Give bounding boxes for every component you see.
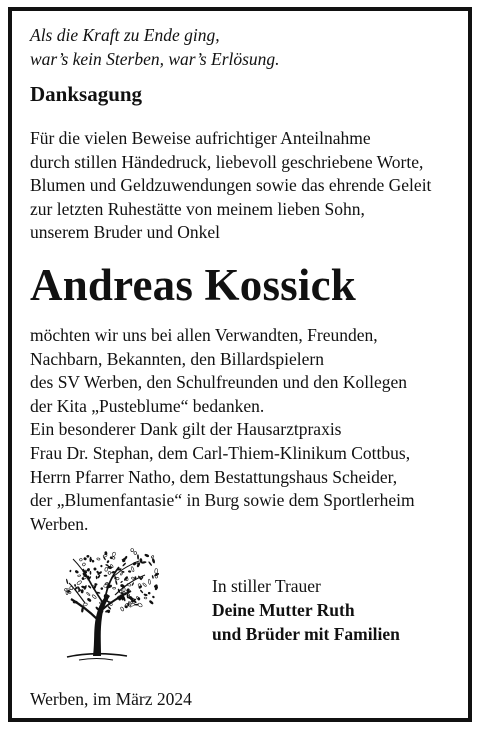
intro-line: Blumen und Geldzuwendungen sowie das ehrende Geleit <box>30 175 432 196</box>
tree-leaf <box>90 571 92 575</box>
tree-leaf <box>107 606 111 610</box>
tree-leaf <box>66 579 69 585</box>
place-date: Werben, im März 2024 <box>30 689 192 709</box>
tree-leaf <box>92 560 95 563</box>
thanks-line: Werben. <box>30 513 89 534</box>
thanks-line: der „Blumenfantasie“ in Burg sowie dem Sportlerheim <box>30 490 415 511</box>
tree-leaf <box>131 548 134 551</box>
tree-leaf <box>83 603 88 607</box>
tree-leaf <box>149 600 154 605</box>
tree-leaf <box>100 565 103 568</box>
tree-leaf <box>93 567 96 570</box>
tree-leaf <box>132 582 135 586</box>
tree-leaf <box>82 562 86 566</box>
tree-leaf <box>152 595 155 598</box>
tree-leaf <box>142 583 146 587</box>
tree-leaf <box>154 572 159 577</box>
thanks-line: Herrn Pfarrer Natho, dem Bestattungshaus Scheider, <box>30 466 398 487</box>
tree-leaf <box>83 557 87 561</box>
tree-leaf <box>107 565 112 569</box>
memorial-quote <box>30 23 280 71</box>
intro-line: unserem Bruder und Onkel <box>30 222 221 243</box>
intro-line: zur letzten Ruhestätte von meinem lieben Sohn, <box>30 198 365 219</box>
tree-leaf <box>140 589 144 593</box>
thanks-line: Frau Dr. Stephan, dem Carl-Thiem-Klinikum Cottbus, <box>30 442 411 463</box>
tree-leaf <box>115 580 118 585</box>
thanks-line: Nachbarn, Bekannten, den Billardspielern <box>30 348 324 369</box>
tree-leaf <box>120 607 124 612</box>
tree-leaf <box>122 562 126 566</box>
tree-leaf <box>151 555 154 558</box>
tree-leaf <box>74 584 76 587</box>
tree-leaf <box>86 568 90 572</box>
intro-paragraph <box>30 127 431 245</box>
obituary-notice <box>8 7 472 722</box>
tree-leaf <box>106 560 110 564</box>
heading-danksagung: Danksagung <box>30 82 143 106</box>
tree-leaf <box>137 602 143 607</box>
thanks-line: möchten wir uns bei allen Verwandten, Freunden, <box>30 325 378 345</box>
tree-leaf <box>112 552 116 557</box>
tree-leaf <box>97 558 101 561</box>
tree-leaf <box>131 577 134 580</box>
tree-leaf <box>138 585 143 589</box>
tree-leaf <box>89 557 91 563</box>
tree-leaf <box>137 597 140 600</box>
tree-leaf <box>87 597 92 602</box>
signature-line-mother: Deine Mutter Ruth <box>212 600 355 620</box>
tree-leaf <box>86 555 89 558</box>
tree-leaf <box>144 553 149 557</box>
tree-leaf <box>137 554 139 559</box>
deceased-name: Andreas Kossick <box>30 260 356 310</box>
tree-leaf <box>133 551 137 555</box>
tree-leaf <box>105 567 108 571</box>
tree-leaf <box>148 592 151 595</box>
tree-leaf <box>128 570 132 573</box>
tree-leaf <box>97 574 101 578</box>
signature-line-brothers: und Brüder mit Familien <box>212 624 400 644</box>
tree-leaf <box>86 592 90 596</box>
tree-leaf <box>81 589 84 593</box>
tree-leaf <box>148 561 153 566</box>
tree-leaf <box>92 594 97 599</box>
tree-leaf <box>151 558 155 564</box>
tree-leaf <box>124 603 129 608</box>
tree-leaf <box>131 566 135 572</box>
tree-leaf <box>120 580 123 583</box>
tree-leaf <box>77 580 83 585</box>
tree-leaf <box>155 575 158 578</box>
thanks-line: der Kita „Pusteblume“ bedanken. <box>30 395 265 416</box>
tree-leaf <box>148 579 151 584</box>
quote-line: Als die Kraft zu Ende ging, <box>30 25 220 45</box>
tree-leaf <box>155 568 158 573</box>
tree-leaf <box>108 571 112 575</box>
signature-line-mourning: In stiller Trauer <box>212 576 321 596</box>
intro-line: durch stillen Händedruck, liebevoll geschriebene Worte, <box>30 151 424 172</box>
signature-block <box>212 574 400 646</box>
tree-leaf <box>79 558 82 561</box>
tree-leaf <box>64 588 69 591</box>
quote-line: war’s kein Sterben, war’s Erlösung. <box>30 49 280 69</box>
tree-leaf <box>104 575 108 577</box>
tree-leaf <box>100 587 103 590</box>
thanks-paragraph <box>30 324 415 536</box>
tree-leaf <box>152 575 154 579</box>
tree-leaf <box>74 570 79 574</box>
tree-leaf <box>120 573 123 576</box>
tree-leaf <box>69 570 72 573</box>
tree-leaf <box>96 576 98 580</box>
tree-leaf <box>105 564 109 567</box>
tree-leaf <box>88 585 92 589</box>
tree-leaf <box>144 597 147 599</box>
intro-line: Für die vielen Beweise aufrichtiger Anteilnahme <box>30 128 371 148</box>
tree-leaf <box>143 593 147 596</box>
thanks-line: Ein besonderer Dank gilt der Hausarztpraxis <box>30 419 342 440</box>
windblown-tree-icon <box>49 539 159 664</box>
thanks-line: des SV Werben, den Schulfreunden und den Kollegen <box>30 372 408 393</box>
tree-leaf <box>113 587 116 589</box>
tree-leaf <box>77 575 80 577</box>
tree-leaf <box>136 562 140 568</box>
